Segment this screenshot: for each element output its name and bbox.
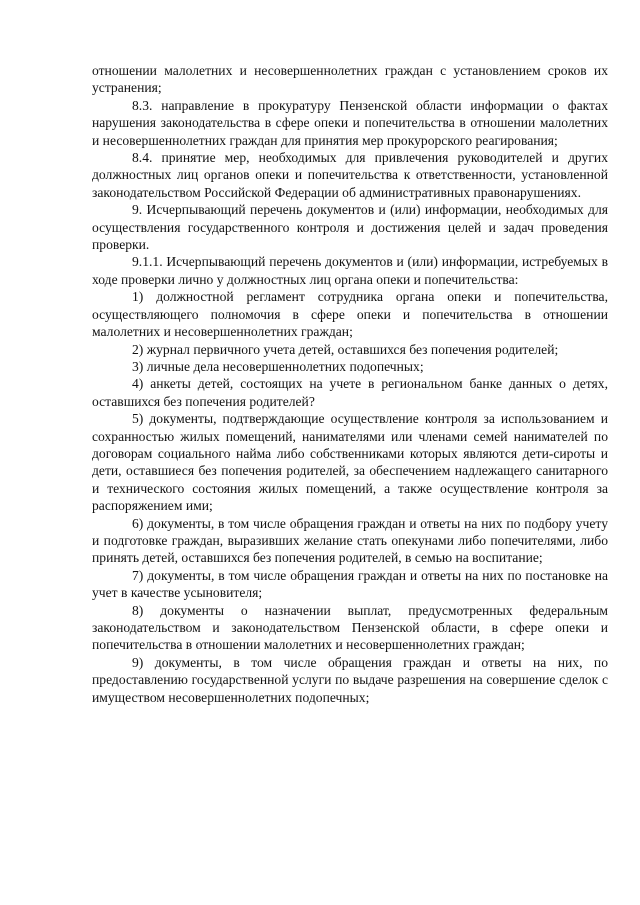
paragraph: 5) документы, подтверждающие осуществление контроля за использованием и сохранностью жилых помещений, нанимателями или членами семей нанимателей по договорам социального найма либо собственниками которых являются дети-сироты и дети, оставшиеся без попечения родителей, за обеспечением надлежащего санитарного и технического состояния жилых помещений, а также осуществление контроля за распоряжением ими;	[92, 411, 608, 514]
paragraph: 7) документы, в том числе обращения граждан и ответы на них по постановке на учет в качестве усыновителя;	[92, 567, 608, 601]
paragraph: 2) журнал первичного учета детей, оставшихся без попечения родителей;	[132, 341, 559, 357]
paragraph: 3) личные дела несовершеннолетних подопечных;	[132, 358, 424, 374]
paragraph: 1) должностной регламент сотрудника органа опеки и попечительства, осуществляющего полномочия в сфере опеки и попечительства в отношении малолетних и несовершеннолетних граждан;	[92, 289, 608, 340]
paragraph: 6) документы, в том числе обращения граждан и ответы на них по подбору учету и подготовке граждан, выразивших желание стать опекунами либо попечителями, либо принять детей, оставшихся без попечения родителей, в семью на воспитание;	[92, 515, 608, 566]
paragraph: 8.3. направление в прокуратуру Пензенской области информации о фактах нарушения законодательства в сфере опеки и попечительства в отношении малолетних и несовершеннолетних граждан для принятия мер прокурорского реагирования;	[92, 97, 608, 148]
paragraph: 4) анкеты детей, состоящих на учете в региональном банке данных о детях, оставшихся без попечения родителей?	[92, 376, 608, 409]
paragraph: 9) документы, в том числе обращения граждан и ответы на них, по предоставлению государственной услуги по выдаче разрешения на совершение сделок с имуществом несовершеннолетних подопечных;	[92, 654, 608, 705]
paragraph: отношении малолетних и несовершеннолетних граждан с установлением сроков их устранения;	[92, 63, 608, 96]
document-body	[92, 62, 608, 706]
paragraph: 8) документы о назначении выплат, предусмотренных федеральным законодательством и законодательством Пензенской области, в сфере опеки и попечительства в отношении малолетних и несовершеннолетних граждан;	[92, 602, 608, 653]
paragraph: 9.1.1. Исчерпывающий перечень документов и (или) информации, истребуемых в ходе проверки лично у должностных лиц органа опеки и попечительства:	[92, 254, 608, 287]
paragraph: 8.4. принятие мер, необходимых для привлечения руководителей и других должностных лиц органов опеки и попечительства к ответственности, установленной законодательством Российской Федерации об административных правонарушениях.	[92, 150, 608, 200]
paragraph: 9. Исчерпывающий перечень документов и (или) информации, необходимых для осуществления государственного контроля и достижения целей и задач проведения проверки.	[92, 202, 608, 253]
